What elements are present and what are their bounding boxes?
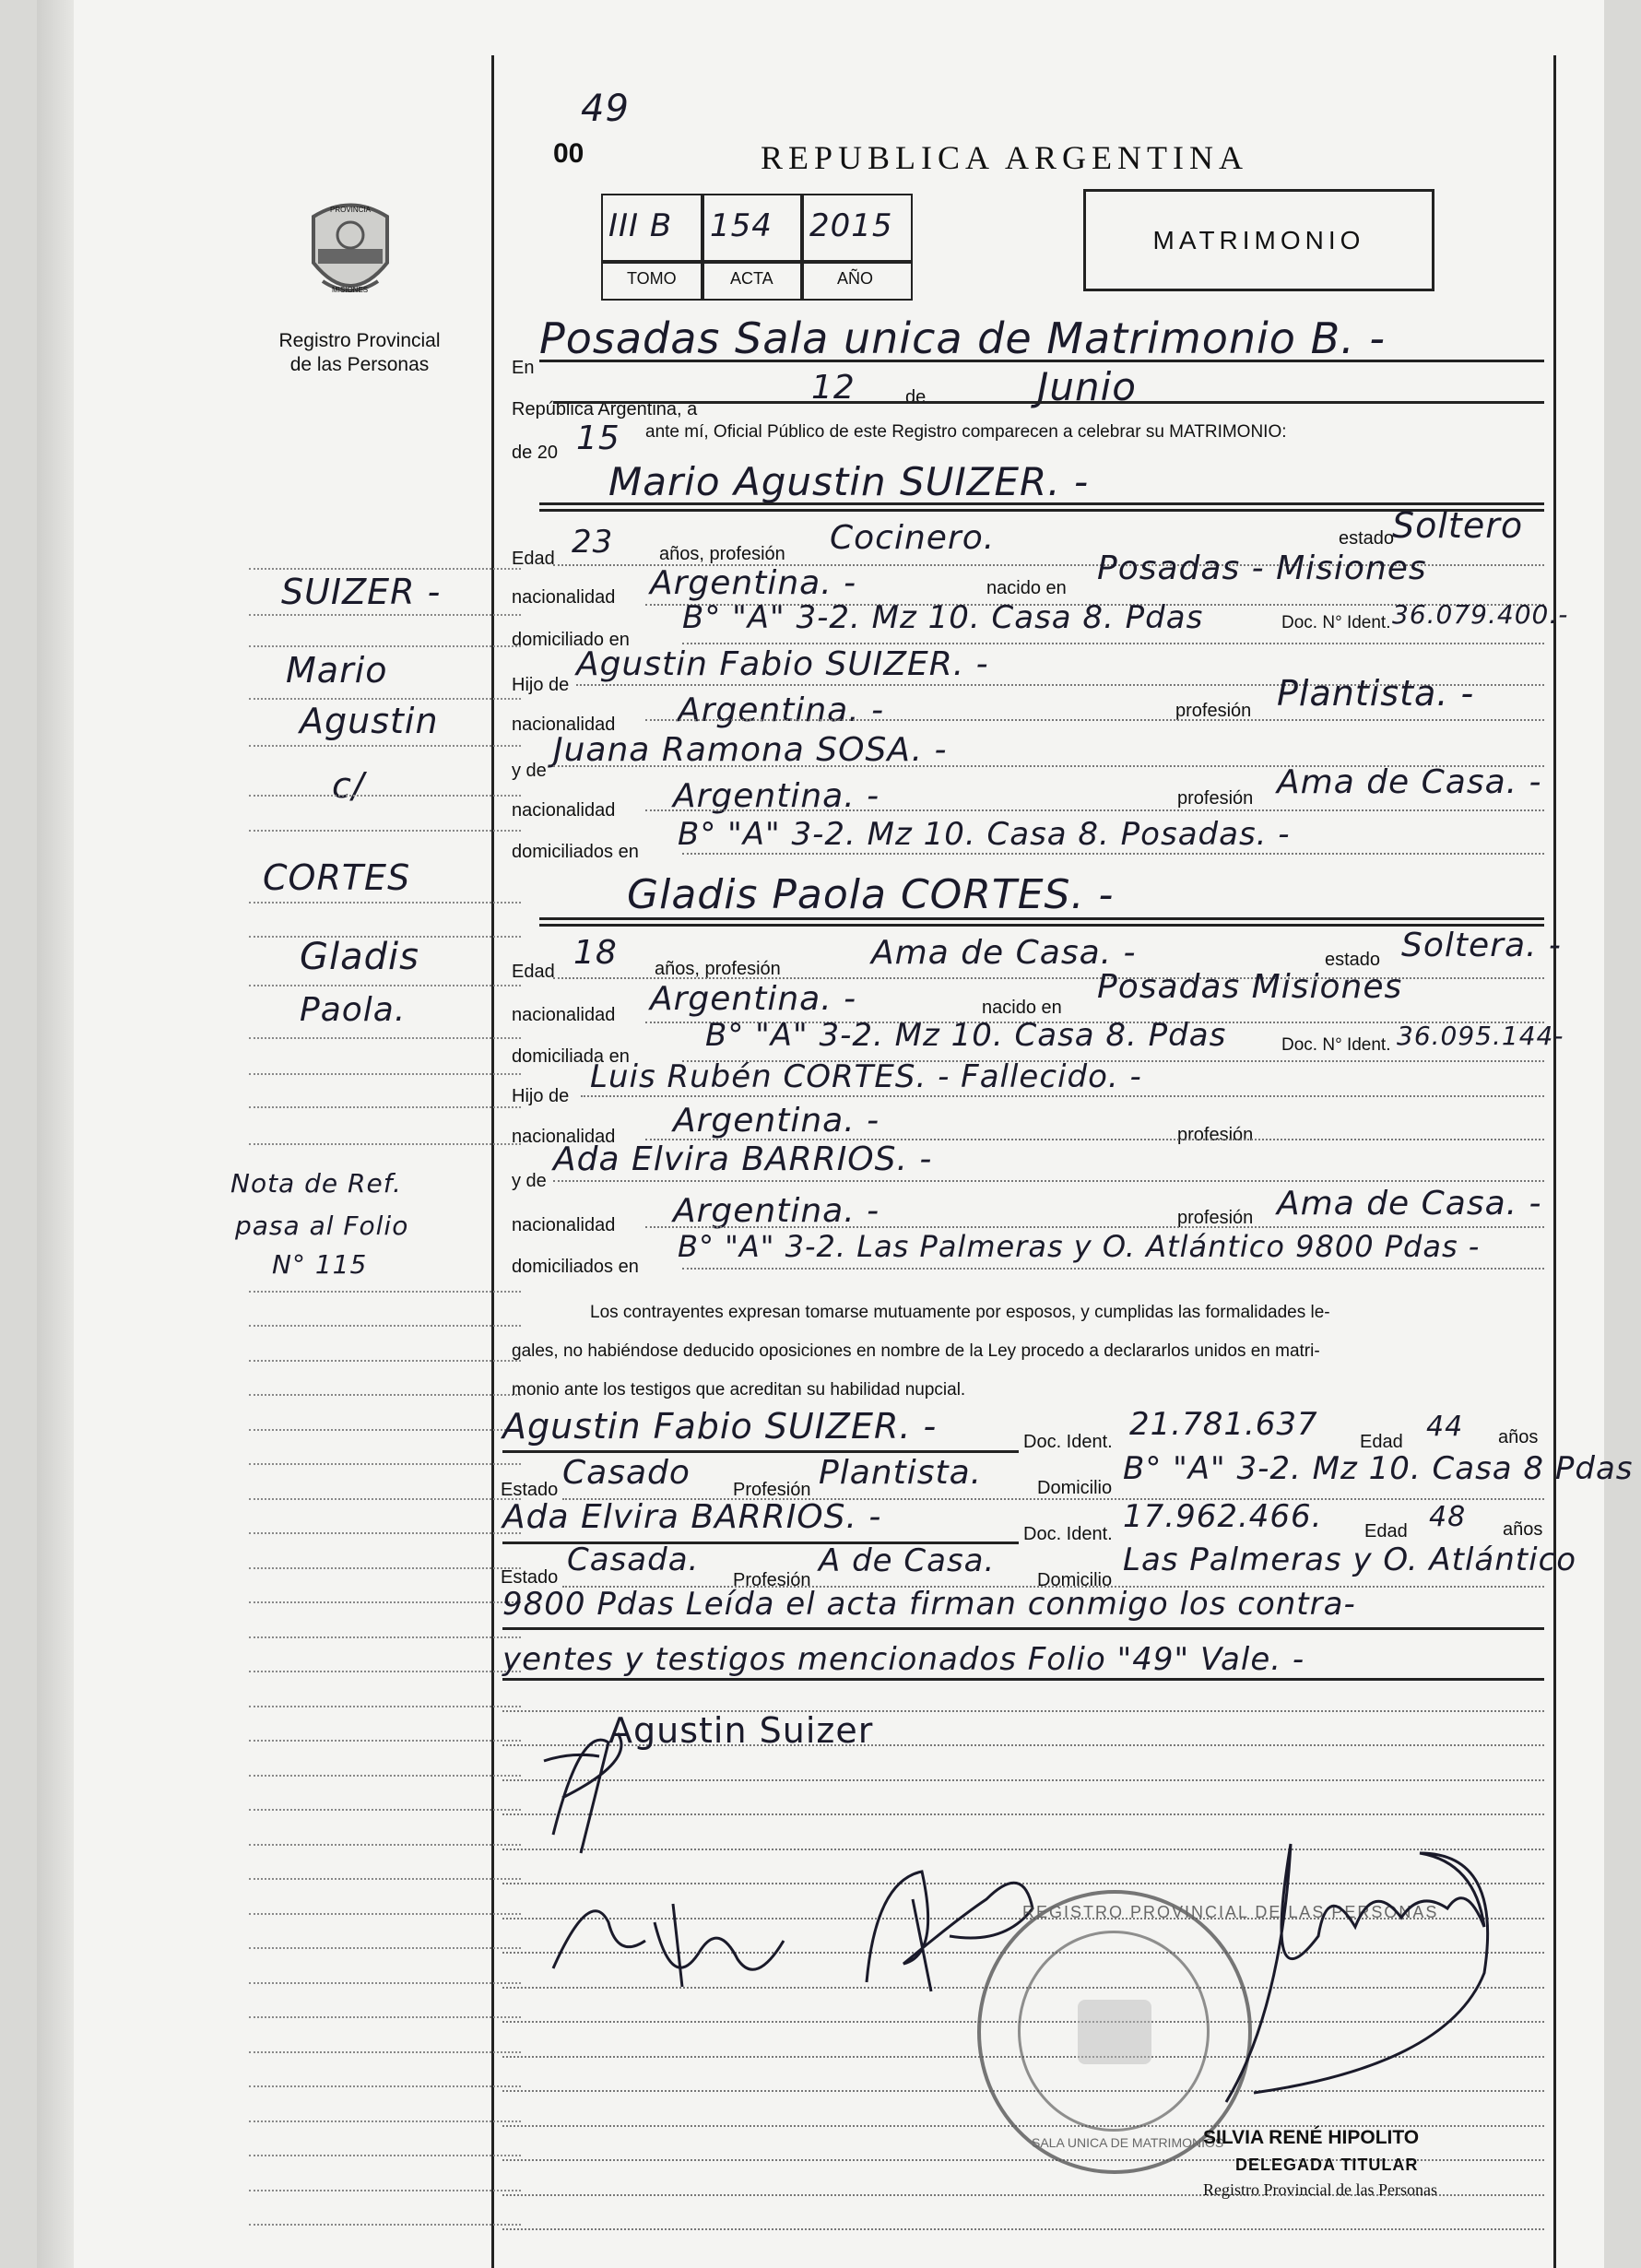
groom-hijo-label: Hijo de bbox=[512, 675, 570, 695]
en-label: En bbox=[512, 358, 535, 378]
bride-nacido-label: nacido en bbox=[982, 998, 1062, 1018]
margin-name-groom-2: Agustin bbox=[300, 701, 439, 741]
province-emblem bbox=[304, 198, 396, 309]
page-edge bbox=[37, 0, 74, 2268]
witness2-estado-label: Estado bbox=[501, 1567, 559, 1588]
bride-mother-prof-label: profesión bbox=[1177, 1208, 1254, 1228]
bride-mother: Ada Elvira BARRIOS. - bbox=[553, 1140, 933, 1178]
witness2-dom-label: Domicilio bbox=[1037, 1570, 1113, 1590]
country-title: REPUBLICA ARGENTINA bbox=[761, 139, 1249, 176]
groom-parents-address: B° "A" 3-2. Mz 10. Casa 8. Posadas. - bbox=[678, 816, 1291, 853]
margin-name-groom-1: Mario bbox=[286, 650, 388, 691]
margin-connector: c/ bbox=[332, 765, 365, 806]
bride-estado-label: estado bbox=[1325, 950, 1381, 970]
witness1-age: 44 bbox=[1426, 1411, 1464, 1443]
tomo-value: III B bbox=[608, 207, 673, 244]
margin-name-bride-2: Paola. bbox=[300, 991, 407, 1029]
intro-rule-1 bbox=[539, 360, 1544, 362]
bride-rule-4 bbox=[581, 1095, 1544, 1097]
groom-nacido-label: nacido en bbox=[986, 578, 1067, 598]
witness2-edad-label: Edad bbox=[1364, 1521, 1408, 1542]
bride-doc-number: 36.095.144- bbox=[1397, 1021, 1564, 1051]
bride-doc-label: Doc. N° Ident. bbox=[1281, 1035, 1391, 1055]
bride-rule-6 bbox=[553, 1180, 1544, 1182]
bride-age: 18 bbox=[573, 934, 618, 972]
groom-mother: Juana Ramona SOSA. - bbox=[553, 731, 948, 769]
witness1-dom-label: Domicilio bbox=[1037, 1478, 1113, 1498]
groom-mother-nat-label: nacionalidad bbox=[512, 800, 616, 821]
tomo-label: TOMO bbox=[627, 269, 677, 288]
official-name: SILVIA RENÉ HIPOLITO bbox=[1203, 2127, 1420, 2148]
seal-emblem bbox=[1078, 2000, 1151, 2064]
groom-address: B° "A" 3-2. Mz 10. Casa 8. Pdas bbox=[682, 599, 1204, 636]
declaration-line3: monio ante los testigos que acreditan su habilidad nupcial. bbox=[512, 1380, 966, 1400]
witness1-doc: 21.781.637 bbox=[1129, 1406, 1318, 1443]
act-type-box bbox=[1083, 189, 1434, 291]
bride-father-nat-label: nacionalidad bbox=[512, 1127, 616, 1147]
bride-mother-profession: Ama de Casa. - bbox=[1277, 1185, 1542, 1223]
closing-rule-2 bbox=[502, 1678, 1544, 1681]
witness1-status: Casado bbox=[562, 1454, 691, 1492]
witness1-address: B° "A" 3-2. Mz 10. Casa 8 Pdas bbox=[1123, 1450, 1634, 1487]
groom-edad-label: Edad bbox=[512, 549, 555, 569]
closing-line1: 9800 Pdas Leída el acta firman conmigo los contra- bbox=[502, 1586, 1356, 1623]
witness2-status: Casada. bbox=[567, 1542, 700, 1578]
groom-mother-profession: Ama de Casa. - bbox=[1277, 763, 1542, 801]
bride-father-nationality: Argentina. - bbox=[673, 1102, 880, 1140]
bride-full-name: Gladis Paola CORTES. - bbox=[627, 871, 1115, 918]
witness2-address: Las Palmeras y O. Atlántico bbox=[1123, 1542, 1577, 1578]
intro-text: ante mí, Oficial Público de este Registro comparecen a celebrar su MATRIMONIO: bbox=[645, 422, 1287, 442]
groom-domiciliado-label: domiciliado en bbox=[512, 630, 630, 650]
witness1-prof-label: Profesión bbox=[733, 1480, 811, 1500]
intro-month: Junio bbox=[1037, 364, 1137, 409]
witness2-name: Ada Elvira BARRIOS. - bbox=[502, 1498, 882, 1536]
groom-yde-label: y de bbox=[512, 761, 547, 781]
bride-mother-nat-label: nacionalidad bbox=[512, 1215, 616, 1235]
bride-parents-dom-label: domiciliados en bbox=[512, 1257, 639, 1277]
witness1-estado-label: Estado bbox=[501, 1480, 559, 1500]
groom-rule-8 bbox=[682, 853, 1544, 855]
bride-rule-8 bbox=[682, 1268, 1544, 1270]
official-signature bbox=[1171, 1825, 1521, 2120]
groom-parents-dom-label: domiciliados en bbox=[512, 842, 639, 862]
bride-address: B° "A" 3-2. Mz 10. Casa 8. Pdas bbox=[705, 1017, 1227, 1054]
year-prefix: de 20 bbox=[512, 443, 559, 463]
groom-father-profession: Plantista. - bbox=[1277, 673, 1475, 714]
witness1-doc-label: Doc. Ident. bbox=[1023, 1432, 1113, 1452]
witness2-profession: A de Casa. bbox=[819, 1542, 996, 1579]
groom-rule-7 bbox=[645, 809, 1544, 811]
groom-nacionalidad-label: nacionalidad bbox=[512, 587, 616, 608]
act-type: MATRIMONIO bbox=[1152, 226, 1365, 254]
groom-mother-nationality: Argentina. - bbox=[673, 777, 880, 815]
seal-inner: SALA UNICA DE MATRIMONIOS bbox=[1032, 2135, 1224, 2150]
bride-nationality: Argentina. - bbox=[650, 980, 857, 1018]
groom-signature-text: Agustin Suizer bbox=[608, 1710, 874, 1751]
groom-father-prof-label: profesión bbox=[1175, 701, 1252, 721]
emblem-text-top: PROVINCIA bbox=[330, 206, 372, 214]
closing-line2: yentes y testigos mencionados Folio "49" Vale. - bbox=[502, 1641, 1305, 1678]
groom-age: 23 bbox=[572, 524, 614, 561]
bride-birthplace: Posadas Misiones bbox=[1097, 968, 1403, 1006]
bride-mother-nationality: Argentina. - bbox=[673, 1192, 880, 1230]
groom-mother-prof-label: profesión bbox=[1177, 788, 1254, 809]
witness1-anos-label: años bbox=[1498, 1427, 1539, 1447]
acta-value: 154 bbox=[710, 207, 773, 244]
groom-father: Agustin Fabio SUIZER. - bbox=[576, 645, 989, 683]
closing-rule-1 bbox=[502, 1627, 1544, 1630]
year-suffix: 15 bbox=[576, 419, 620, 457]
groom-estado-label: estado bbox=[1339, 528, 1395, 549]
witness2-prof-label: Profesión bbox=[733, 1570, 811, 1590]
groom-rule-3 bbox=[682, 643, 1544, 644]
bride-edad-label: Edad bbox=[512, 962, 555, 982]
bride-parents-address: B° "A" 3-2. Las Palmeras y O. Atlántico 9800 Pdas - bbox=[678, 1229, 1481, 1264]
witness2-doc-label: Doc. Ident. bbox=[1023, 1524, 1113, 1544]
groom-father-nationality: Argentina. - bbox=[678, 691, 885, 729]
emblem-text-bottom: MISIONES bbox=[332, 286, 369, 294]
margin-border bbox=[491, 55, 494, 2268]
witness1-profession: Plantista. bbox=[819, 1454, 983, 1492]
witness2-anos-label: años bbox=[1503, 1519, 1543, 1540]
ano-label: AÑO bbox=[837, 269, 874, 288]
margin-note-2: pasa al Folio bbox=[235, 1211, 409, 1241]
margin-name-bride-1: Gladis bbox=[300, 936, 419, 978]
republica-label: República Argentina, a bbox=[512, 399, 698, 419]
document-page bbox=[37, 0, 1634, 2268]
witness1-edad-label: Edad bbox=[1360, 1432, 1403, 1452]
margin-surname-groom: SUIZER - bbox=[281, 572, 442, 612]
groom-doc-number: 36.079.400.- bbox=[1392, 599, 1569, 630]
groom-rule-5 bbox=[645, 719, 1544, 721]
intro-rule-2 bbox=[553, 401, 1544, 404]
bride-nacionalidad-label: nacionalidad bbox=[512, 1005, 616, 1025]
declaration-line1: Los contrayentes expresan tomarse mutuamente por esposos, y cumplidas las formalidades le- bbox=[590, 1303, 1330, 1322]
bride-rule-7 bbox=[645, 1226, 1544, 1228]
margin-note-1: Nota de Ref. bbox=[230, 1168, 402, 1199]
folio-number: 49 bbox=[581, 88, 630, 130]
witness1-rule-1 bbox=[502, 1450, 1019, 1453]
groom-doc-label: Doc. N° Ident. bbox=[1281, 613, 1391, 632]
witness-signature-1 bbox=[535, 1867, 811, 2005]
declaration-line2: gales, no habiéndose deducido oposiciones en nombre de la Ley procedo a declararlos unidos en matri- bbox=[512, 1341, 1320, 1361]
groom-civil-status: Soltero bbox=[1392, 505, 1524, 546]
groom-anos-profesion-label: años, profesión bbox=[659, 544, 785, 564]
witness2-age: 48 bbox=[1429, 1501, 1467, 1533]
bride-father: Luis Rubén CORTES. - Fallecido. - bbox=[590, 1058, 1142, 1095]
bride-hijo-label: Hijo de bbox=[512, 1086, 570, 1106]
bride-domiciliada-label: domiciliada en bbox=[512, 1046, 630, 1067]
bride-father-prof-label: profesión bbox=[1177, 1125, 1254, 1145]
official-registry: Registro Provincial de las Personas bbox=[1203, 2180, 1437, 2199]
bride-anos-profesion-label: años, profesión bbox=[655, 959, 781, 979]
groom-father-nat-label: nacionalidad bbox=[512, 715, 616, 735]
official-title: DELEGADA TITULAR bbox=[1235, 2156, 1419, 2174]
margin-note-3: N° 115 bbox=[272, 1249, 368, 1280]
registry-name-line2: de las Personas bbox=[289, 354, 430, 375]
witness1-name: Agustin Fabio SUIZER. - bbox=[502, 1406, 938, 1447]
right-border bbox=[1553, 55, 1556, 2268]
bride-yde-label: y de bbox=[512, 1171, 547, 1191]
intro-day: 12 bbox=[811, 369, 856, 407]
groom-profession: Cocinero. bbox=[830, 519, 996, 557]
seal-text: REGISTRO PROVINCIAL DE LAS PERSONAS bbox=[1022, 1903, 1439, 1921]
ano-value: 2015 bbox=[809, 207, 893, 244]
registry-name-line1: Registro Provincial bbox=[278, 330, 441, 351]
bride-name-rule bbox=[539, 917, 1544, 920]
groom-birthplace: Posadas - Misiones bbox=[1097, 549, 1427, 587]
intro-de-label: de bbox=[905, 387, 927, 408]
margin-surname-bride: CORTES bbox=[263, 857, 411, 898]
acta-label: ACTA bbox=[730, 269, 773, 288]
groom-full-name: Mario Agustin SUIZER. - bbox=[608, 459, 1090, 504]
intro-place: Posadas Sala unica de Matrimonio B. - bbox=[539, 313, 1386, 363]
groom-nationality: Argentina. - bbox=[650, 564, 857, 602]
bride-profession: Ama de Casa. - bbox=[871, 934, 1137, 972]
bride-name-rule-2 bbox=[539, 924, 1544, 927]
bride-civil-status: Soltera. - bbox=[1401, 927, 1562, 964]
witness2-doc: 17.962.466. bbox=[1123, 1498, 1323, 1535]
folio-prefix: 00 bbox=[553, 138, 584, 169]
